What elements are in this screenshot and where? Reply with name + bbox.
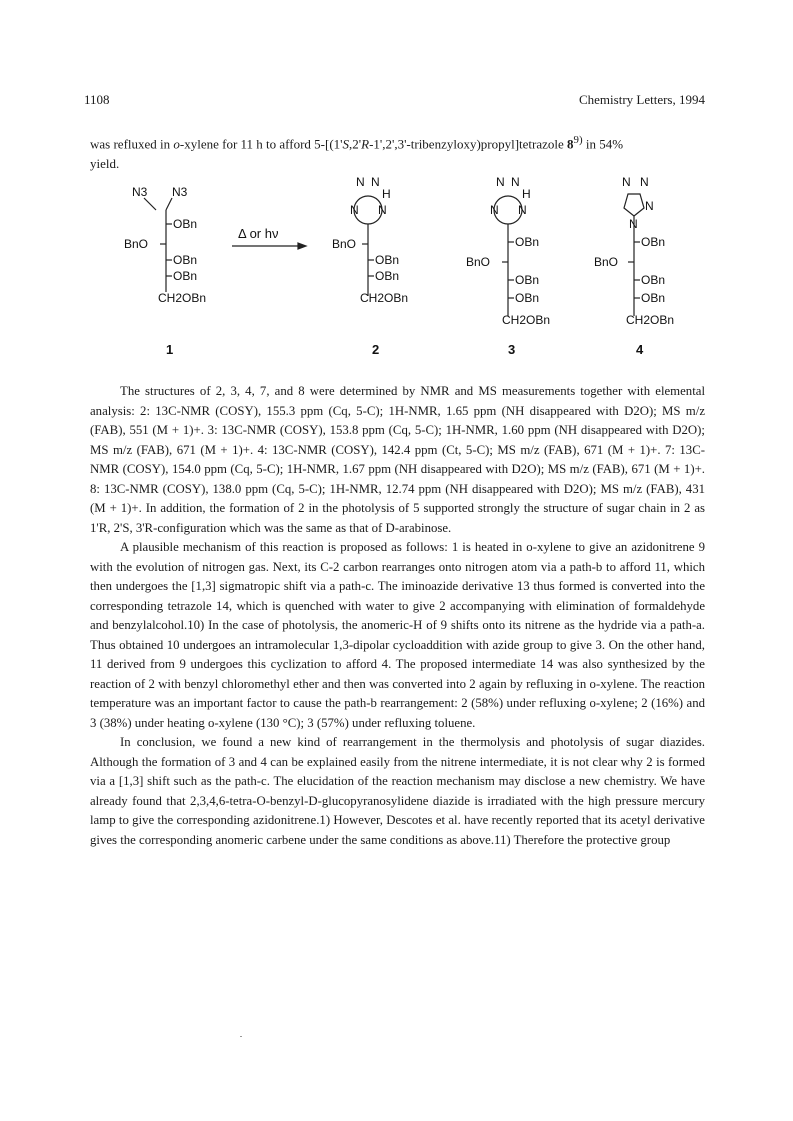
c3-n2: N xyxy=(511,175,520,189)
c3-n1: N xyxy=(496,175,505,189)
c1-bno: BnO xyxy=(124,237,149,251)
c1-ch2obn: CH2OBn xyxy=(158,291,207,305)
c2-ch2obn: CH2OBn xyxy=(360,291,409,305)
intro-paragraph xyxy=(90,130,705,174)
compound-label-3: 3 xyxy=(508,342,516,357)
config-s: S xyxy=(342,136,350,152)
citation: 9) xyxy=(573,134,583,146)
solvent-italic: o xyxy=(173,136,180,152)
arrow-label: Δ or hν xyxy=(238,226,279,241)
c4-bno: BnO xyxy=(594,255,619,269)
page-number: 1108 xyxy=(84,92,110,107)
paragraph-conclusion: In conclusion, we found a new kind of rearrangement in the thermolysis and photolysis of sugar diazides. Although the formation of 3 and 4 can be explained easily from the nitrene intermediate, it is not clear why 2 is formed via a [1,3] shift such as the path-c. The elucidation of the reaction mechanism may disclose a new chemistry. We have already found that 2,3,4,6-tetra-O-benzyl-D-glucopyranosylidene diazide is irradiated with the high pressure mercury lamp to give the corresponding azidonitrene.1) However, Descotes et al. have recently reported that its acetyl derivative gives the corresponding anomeric carbene under the same conditions as above.11) Therefore the protective group xyxy=(90,735,705,847)
c3-n3: N xyxy=(490,203,499,217)
c3-obn3: OBn xyxy=(515,291,540,305)
c4-obn2: OBn xyxy=(641,273,666,287)
intro-text-mid: -xylene for 11 h to afford 5-[(1' xyxy=(179,136,343,152)
c4-n2: N xyxy=(640,175,649,189)
intro-text-3: -1',2',3'-tribenzyloxy)propyl]tetrazole xyxy=(369,136,568,152)
c2-obn1: OBn xyxy=(375,253,400,267)
c3-obn1: OBn xyxy=(515,235,540,249)
config-r: R xyxy=(361,136,370,152)
body-text xyxy=(90,382,705,850)
c4-n4: N xyxy=(629,217,638,231)
c1-obn2: OBn xyxy=(173,253,198,267)
running-header: Chemistry Letters, 1994 xyxy=(578,92,705,107)
c4-obn1: OBn xyxy=(641,235,666,249)
c3-bno: BnO xyxy=(466,255,491,269)
c2-n3: N xyxy=(350,203,359,217)
c1-obn3: OBn xyxy=(173,269,198,283)
c2-h: H xyxy=(382,187,391,201)
scan-speck xyxy=(240,1036,242,1037)
compound-label-4: 4 xyxy=(636,342,644,357)
intro-yield: yield. xyxy=(90,156,120,172)
c3-h: H xyxy=(522,187,531,201)
intro-text-2: ,2' xyxy=(349,136,362,152)
c2-n2: N xyxy=(371,175,380,189)
c1-n3a: N3 xyxy=(132,185,148,199)
paragraph-structures: The structures of 2, 3, 4, 7, and 8 were determined by NMR and MS measurements together with elemental analysis: 2: 13C-NMR (COSY), 155.3 ppm (Cq, 5-C); 1H-NMR, 1.65 ppm (NH disappeared with D2O); MS m/z (FAB), 551 (M + 1)+. 3: 13C-NMR (COSY), 153.8 ppm (Cq, 5-C); 1H-NMR, 1.60 ppm (NH disappeared with D2O); MS m/z (FAB), 671 (M + 1)+. 4: 13C-NMR (COSY), 142.4 ppm (Ct, 5-C); MS m/z (FAB), 671 (M + 1)+. 7: 13C-NMR (COSY), 154.0 ppm (Cq, 5-C); 1H-NMR, 1.67 ppm (NH disappeared with D2O); MS m/z (FAB), 671 (M + 1)+. 8: 13C-NMR (COSY), 138.0 ppm (Cq, 5-C); 1H-NMR, 12.74 ppm (NH disappeared with D2O); MS m/z (FAB), 431 (M + 1)+. In addition, the formation of 2 in the photolysis of 5 supported strongly the structure of sugar chain in 2 as 1'R, 2'S, 3'R-configuration which was the same as that of D-arabinose. xyxy=(90,384,705,535)
c3-obn2: OBn xyxy=(515,273,540,287)
compound-label-2: 2 xyxy=(372,342,380,357)
reaction-scheme-svg xyxy=(110,172,710,362)
c4-obn3: OBn xyxy=(641,291,666,305)
c4-n1: N xyxy=(622,175,631,189)
c1-n3b: N3 xyxy=(172,185,188,199)
c3-n4: N xyxy=(518,203,527,217)
intro-text: was refluxed in xyxy=(90,136,174,152)
c4-ch2obn: CH2OBn xyxy=(626,313,675,327)
c2-n1: N xyxy=(356,175,365,189)
intro-text-4: in 54% xyxy=(582,136,624,152)
c3-ch2obn: CH2OBn xyxy=(502,313,551,327)
c2-bno: BnO xyxy=(332,237,357,251)
c2-n4: N xyxy=(378,203,387,217)
paragraph-mechanism: A plausible mechanism of this reaction is proposed as follows: 1 is heated in o-xylene to give an azidonitrene 9 with the evolution of nitrogen gas. Next, its C-2 carbon rearranges onto nitrogen atom via a path-b to afford 11, which then undergoes the [1,3] sigmatropic shift via a path-c. The iminoazide derivative 13 thus formed is converted into the corresponding tetrazole 14, which is quenched with water to give 2 accompanying with elimination of formaldehyde and benzylalcohol.10) In the case of photolysis, the anomeric-H of 9 shifts onto its nitrene as the hydride via a path-a. Thus obtained 10 undergoes an intramolecular 1,3-dipolar cycloaddition with azide group to give 3. On the other hand, 11 derived from 9 undergoes this cyclization to afford 4. The proposed intermediate 14 was also synthesized by the reaction of 2 with benzyl chloromethyl ether and then was converted into 2 again by refluxing in o-xylene. The reaction temperature was an important factor to cause the path-b rearrangement: 2 (58%) under refluxing o-xylene; 2 (16%) and 3 (38%) under heating o-xylene (130 °C); 3 (57%) under refluxing toluene. xyxy=(90,540,705,730)
c4-n3: N xyxy=(645,199,654,213)
reaction-scheme xyxy=(110,172,710,362)
compound-label-1: 1 xyxy=(166,342,174,357)
c1-obn1: OBn xyxy=(173,217,198,231)
compound-ref: 8 xyxy=(567,136,574,152)
c2-obn2: OBn xyxy=(375,269,400,283)
